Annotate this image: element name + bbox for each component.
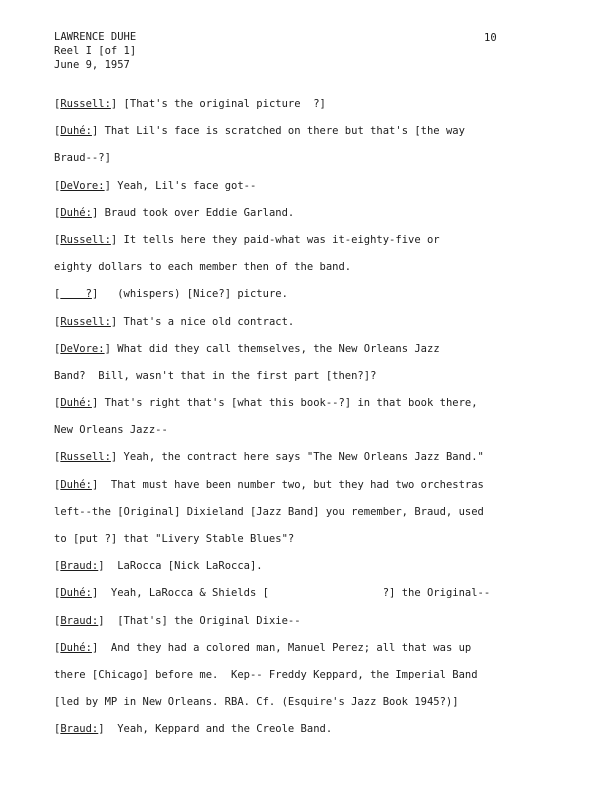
page-header [54, 30, 136, 72]
transcript-line [54, 369, 574, 396]
transcript-line [54, 532, 574, 559]
line-text: (whispers) [Nice?] picture. [98, 288, 288, 301]
transcript-line [54, 97, 574, 124]
transcript-body [54, 97, 574, 750]
bracket-open: [ [54, 723, 61, 736]
bracket-open: [ [54, 206, 61, 219]
speaker-label: Duhé: [60, 206, 92, 219]
bracket-close: ] [91, 288, 99, 301]
line-text: That's a nice old contract. [117, 315, 295, 328]
bracket-close: ] [104, 179, 111, 192]
bracket-open: [ [54, 587, 61, 600]
bracket-open: [ [54, 342, 61, 355]
transcript-line [54, 478, 574, 505]
transcript-line [54, 315, 574, 342]
bracket-close: ] [98, 723, 105, 736]
speaker-label: Russell: [60, 233, 111, 246]
transcript-line [54, 586, 574, 613]
bracket-open: [ [54, 315, 61, 328]
line-text: [That's the original picture ?] [117, 98, 326, 110]
line-text: And they had a colored man, Manuel Perez; all that was up [98, 641, 472, 654]
speaker-label: Braud: [60, 723, 99, 736]
speaker-label: Duhé: [60, 397, 92, 410]
speaker-label: Braud: [60, 560, 99, 573]
bracket-close: ] [104, 342, 111, 355]
bracket-open: [ [54, 641, 61, 654]
interview-date: June 9, 1957 [54, 59, 130, 71]
transcript-line [54, 450, 574, 477]
speaker-label: Braud: [60, 614, 99, 627]
interviewee-name: LAWRENCE DUHE [54, 31, 137, 43]
bracket-open: [ [54, 98, 61, 110]
transcript-line [54, 695, 574, 722]
bracket-close: ] [91, 206, 99, 219]
line-text: [That's] the Original Dixie-- [104, 614, 301, 627]
speaker-label: Duhé: [60, 641, 92, 654]
bracket-close: ] [98, 560, 105, 573]
line-text: What did they call themselves, the New Orleans Jazz [110, 342, 440, 355]
bracket-open: [ [54, 125, 61, 138]
line-text: left--the [Original] Dixieland [Jazz Band] you remember, Braud, used [54, 505, 484, 518]
transcript-line [54, 124, 574, 151]
line-text: Braud took over Eddie Garland. [98, 206, 295, 219]
transcript-line [54, 342, 574, 369]
bracket-open: [ [54, 179, 61, 192]
reel-info: Reel I [of 1] [54, 45, 137, 57]
line-text: Yeah, LaRocca & Shields [ ?] the Original-- [98, 587, 491, 600]
line-text: That must have been number two, but they had two orchestras [98, 478, 484, 491]
transcript-line [54, 668, 574, 695]
speaker-label: Russell: [60, 451, 111, 464]
bracket-open: [ [54, 478, 61, 491]
bracket-close: ] [110, 98, 118, 110]
line-text: Band? Bill, wasn't that in the first part [then?]? [54, 369, 377, 382]
speaker-label: Russell: [60, 315, 111, 328]
page-number: 10 [484, 32, 497, 44]
line-text: Yeah, Keppard and the Creole Band. [104, 723, 333, 736]
speaker-label: DeVore: [60, 342, 105, 355]
speaker-label: Russell: [60, 98, 111, 110]
transcript-line [54, 151, 574, 178]
bracket-close: ] [98, 614, 105, 627]
bracket-close: ] [110, 451, 118, 464]
line-text: eighty dollars to each member then of the band. [54, 261, 352, 274]
bracket-close: ] [91, 641, 99, 654]
speaker-label: DeVore: [60, 179, 105, 192]
bracket-close: ] [91, 397, 99, 410]
bracket-close: ] [110, 315, 118, 328]
bracket-open: [ [54, 451, 61, 464]
transcript-line [54, 287, 574, 314]
transcript-line [54, 206, 574, 233]
line-text: LaRocca [Nick LaRocca]. [104, 560, 263, 573]
bracket-open: [ [54, 233, 61, 246]
transcript-line [54, 233, 574, 260]
line-text: New Orleans Jazz-- [54, 424, 168, 437]
transcript-line [54, 722, 574, 749]
bracket-close: ] [91, 587, 99, 600]
bracket-open: [ [54, 397, 61, 410]
transcript-line [54, 505, 574, 532]
speaker-label: Duhé: [60, 587, 92, 600]
bracket-close: ] [110, 233, 118, 246]
speaker-label: Duhé: [60, 478, 92, 491]
speaker-label: ? [60, 288, 92, 301]
line-text: That's right that's [what this book--?] in that book there, [98, 397, 478, 410]
line-text: there [Chicago] before me. Kep-- Freddy Keppard, the Imperial Band [54, 668, 478, 681]
line-text: [led by MP in New Orleans. RBA. Cf. (Esquire's Jazz Book 1945?)] [54, 696, 459, 709]
bracket-open: [ [54, 288, 61, 301]
transcript-line [54, 614, 574, 641]
line-text: Braud--?] [54, 152, 111, 165]
line-text: Yeah, the contract here says "The New Orleans Jazz Band." [117, 451, 484, 464]
speaker-label: Duhé: [60, 125, 92, 138]
transcript-line [54, 559, 574, 586]
transcript-line [54, 423, 574, 450]
transcript-line [54, 396, 574, 423]
transcript-line [54, 260, 574, 287]
bracket-open: [ [54, 614, 61, 627]
line-text: It tells here they paid-what was it-eighty-five or [117, 233, 440, 246]
line-text: That Lil's face is scratched on there but that's [the way [98, 125, 465, 138]
bracket-open: [ [54, 560, 61, 573]
bracket-close: ] [91, 125, 99, 138]
transcript-line [54, 179, 574, 206]
bracket-close: ] [91, 478, 99, 491]
transcript-line [54, 641, 574, 668]
line-text: to [put ?] that "Livery Stable Blues"? [54, 533, 295, 545]
line-text: Yeah, Lil's face got-- [110, 179, 257, 192]
